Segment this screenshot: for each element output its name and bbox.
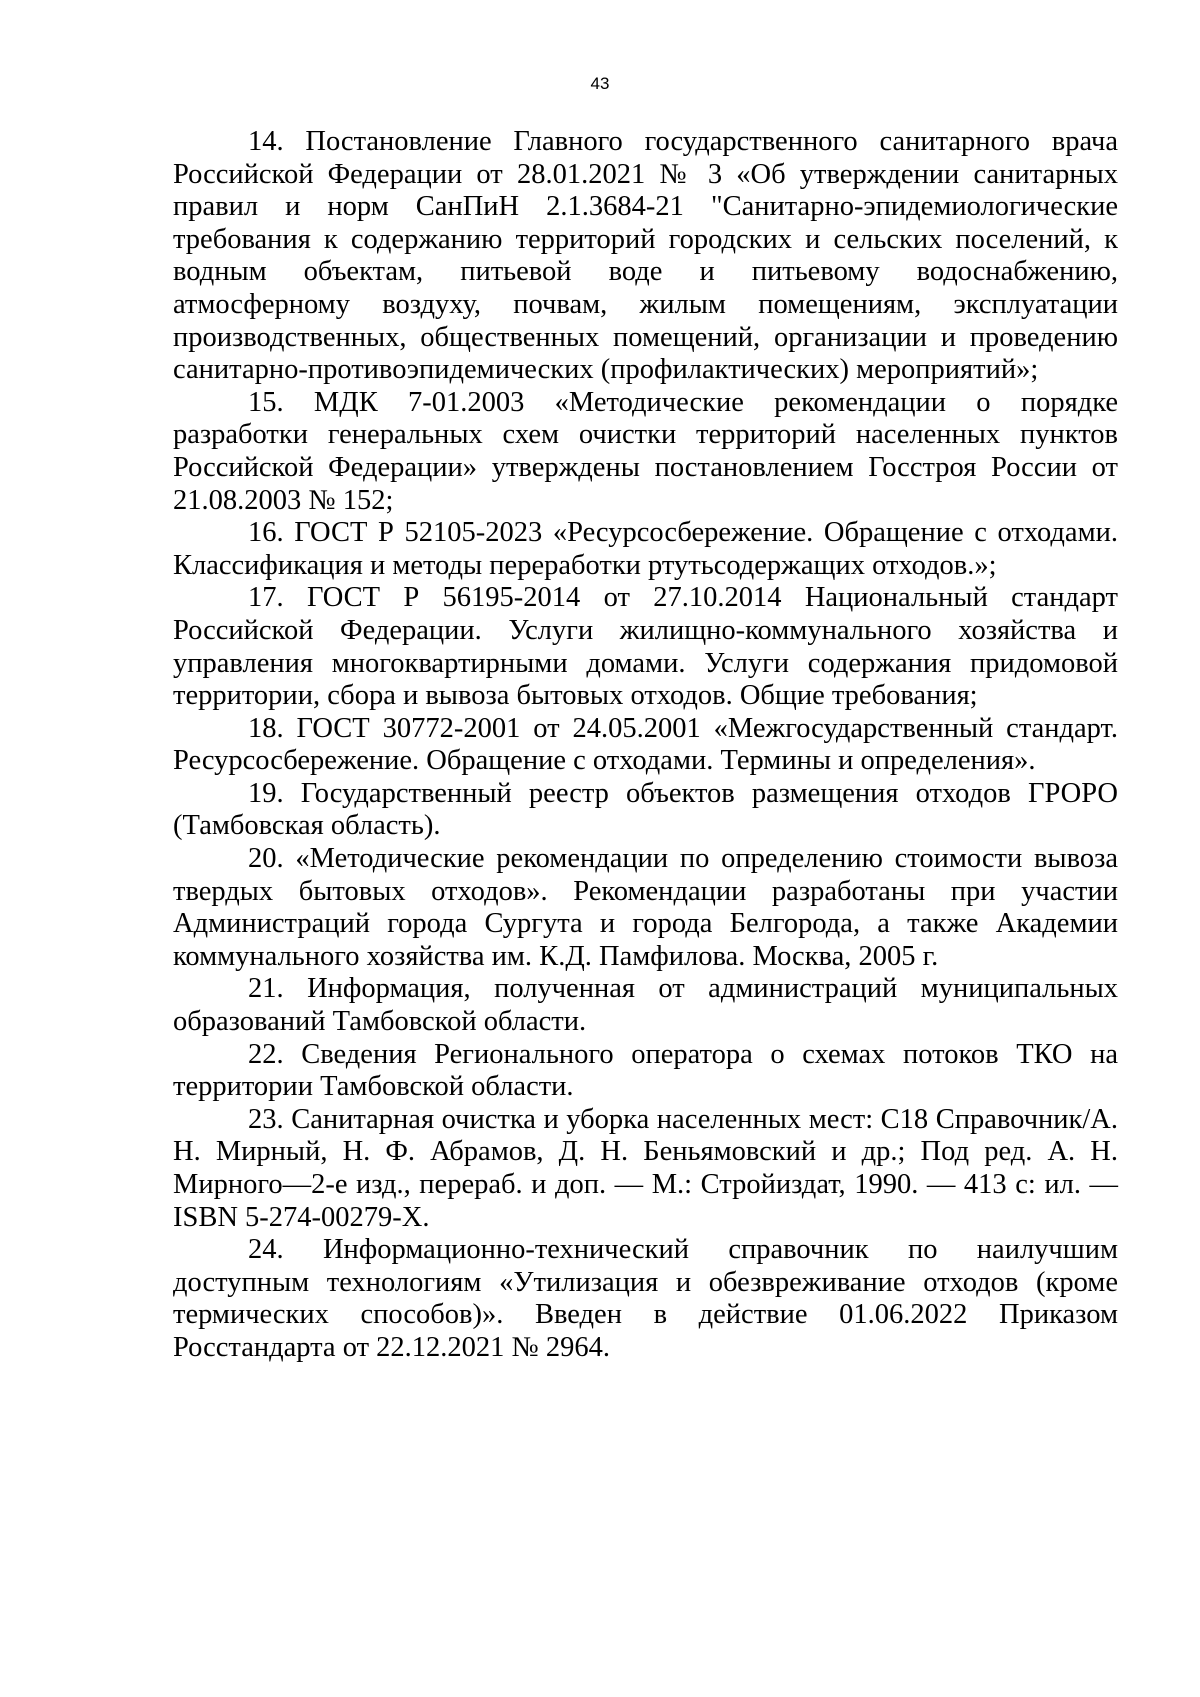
reference-item-21: 21. Информация, полученная от администраций муниципальных образований Тамбовской области. [173, 973, 1118, 1038]
reference-item-14: 14. Постановление Главного государственного санитарного врача Российской Федерации от 28.01.2021 № 3 «Об утверждении санитарных правил и норм СанПиН 2.1.3684-21 "Санитарно-эпидемиологические требования к содержанию территорий городских и сельских поселений, к водным объектам, питьевой воде и питьевому водоснабжению, атмосферному воздуху, почвам, жилым помещениям, эксплуатации производственных, общественных помещений, организации и проведению санитарно-противоэпидемических (профилактических) мероприятий»; [173, 126, 1118, 386]
reference-item-19: 19. Государственный реестр объектов размещения отходов ГРОРО (Тамбовская область). [173, 777, 1118, 842]
reference-item-22: 22. Сведения Регионального оператора о схемах потоков ТКО на территории Тамбовской области. [173, 1038, 1118, 1103]
reference-item-23: 23. Санитарная очистка и уборка населенных мест: С18 Справочник/А. Н. Мирный, Н. Ф. Абрамов, Д. Н. Беньямовский и др.; Под ред. А. Н. Мирного—2-е изд., перераб. и доп. — М.: Стройиздат, 1990. — 413 с: ил. — ISBN 5-274-00279-Х. [173, 1103, 1118, 1233]
page-number: 43 [590, 74, 610, 93]
reference-item-17: 17. ГОСТ Р 56195-2014 от 27.10.2014 Национальный стандарт Российской Федерации. Услуги жилищно-коммунального хозяйства и управления многоквартирными домами. Услуги содержания придомовой территории, сбора и вывоза бытовых отходов. Общие требования; [173, 582, 1118, 712]
reference-item-20: 20. «Методические рекомендации по определению стоимости вывоза твердых бытовых отходов». Рекомендации разработаны при участии Администраций города Сургута и города Белгорода, а также Академии коммунального хозяйства им. К.Д. Памфилова. Москва, 2005 г. [173, 843, 1118, 972]
reference-item-16: 16. ГОСТ Р 52105-2023 «Ресурсосбережение. Обращение с отходами. Классификация и методы переработки ртутьсодержащих отходов.»; [173, 517, 1118, 581]
reference-item-18: 18. ГОСТ 30772-2001 от 24.05.2001 «Межгосударственный стандарт. Ресурсосбережение. Обращение с отходами. Термины и определения». [173, 712, 1118, 777]
reference-item-24: 24. Информационно-технический справочник по наилучшим доступным технологиям «Утилизация и обезвреживание отходов (кроме термических способов)». Введен в действие 01.06.2022 Приказом Росстандарта от 22.12.2021 № 2964. [173, 1234, 1118, 1363]
reference-item-15: 15. МДК 7-01.2003 «Методические рекомендации о порядке разработки генеральных схем очистки территорий населенных пунктов Российской Федерации» утверждены постановлением Госстроя России от 21.08.2003 № 152; [173, 386, 1118, 516]
reference-list [173, 126, 1118, 1365]
